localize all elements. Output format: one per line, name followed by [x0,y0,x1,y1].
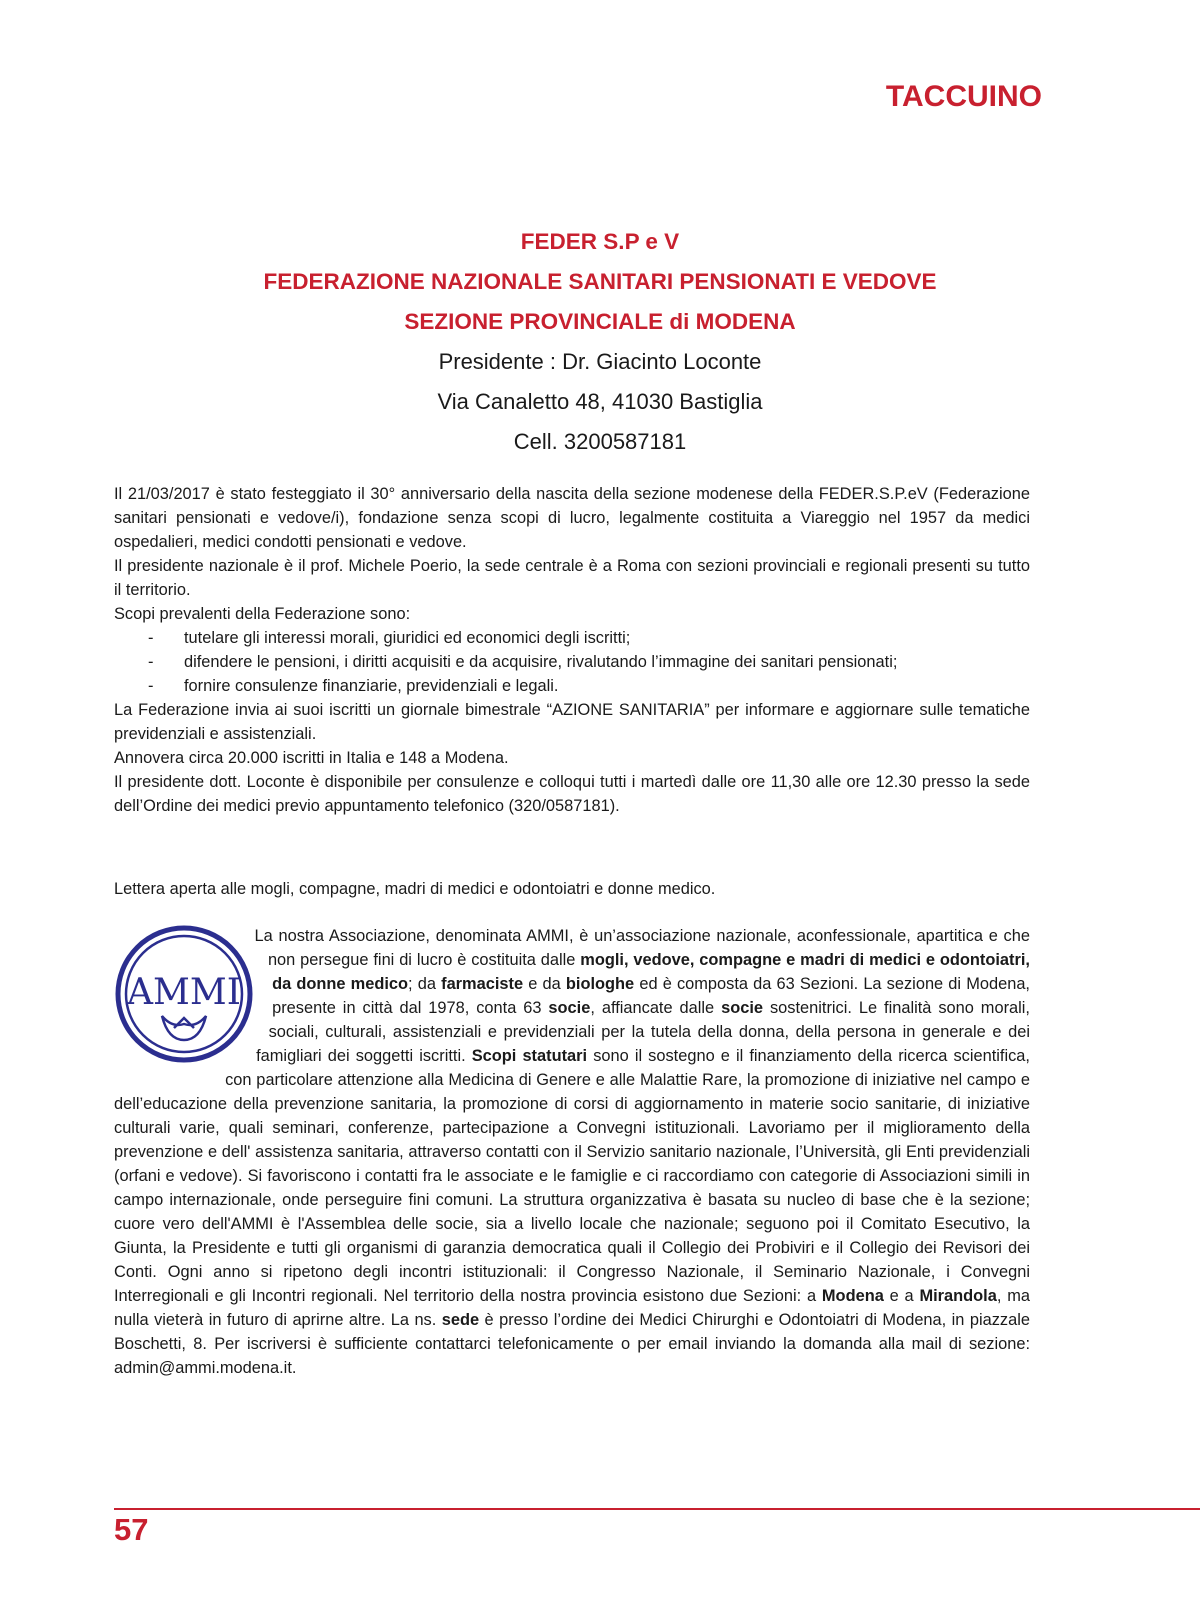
org-acronym: FEDER S.P e V [520,229,680,254]
ammi-text: , affiancate dalle [590,999,722,1017]
feder-paragraph: Scopi prevalenti della Federazione sono: [114,605,411,623]
list-item-text: difendere le pensioni, i diritti acquisiti e da acquisire, rivalutando l’immagine dei sanitari pensionati; [184,653,898,671]
ammi-logo-text: AMMI [127,972,241,1013]
ammi-text: , ma nulla vieterà in futuro di aprirne altre. La ns. [114,1287,1030,1329]
ammi-bold: Mirandola [919,1287,997,1305]
dash-bullet: - [148,653,154,671]
feder-paragraph: Annovera circa 20.000 iscritti in Italia e 148 a Modena. [114,749,509,767]
list-item [114,674,1030,698]
footer-rule [114,1508,1200,1510]
list-item-text: tutelare gli interessi morali, giuridici ed economici degli iscritti; [184,629,631,647]
ammi-text: sostenitrici. Le finalità sono morali, sociali, culturali, assistenziali e previdenziali per la tutela della donna, della persona in generale e dei famigliari dei soggetti iscritti. [256,999,1030,1065]
ammi-text: sono il sostegno e il finanziamento della ricerca scientifica, con particolare attenzione alla Medicina di Genere e alle Malattie Rare, la promozione di iniziative nel campo e dell’educazione della prevenzione sanitaria, la promozione di corsi di aggiornamento in materie socio sanitarie, di iniziative culturali varie, quali seminari, conferenze, partecipazione a Convegni istituzionali. Lavoriamo per il miglioramento della prevenzione e dell' assistenza sanitaria, attraverso contatti con il Servizio sanitario nazionale, l’Università, gli Enti previdenziali (orfani e vedove). Si favoriscono i contatti fra le associate e le famiglie e ci raccordiamo con categorie di Associazioni simili in campo internazionale, onde perseguire fini comuni. La struttura organizzativa è basata su nucleo di base che è la sezione; cuore vero dell'AMMI è l'Assemblea delle socie, sia a livello locale che nazionale; seguono poi il Comitato Esecutivo, la Giunta, la Presidente e tutti gli organismi di garanzia democratica quali il Collegio dei Probiviri e il Collegio dei Revisori dei Conti. Ogni anno si ripetono degli incontri istituzionali: il Congresso Nazionale, il Seminario Nazionale, i Convegni Interregionali e gli Incontri regionali. Nel territorio della nostra provincia esistono due Sezioni: a [114,1047,1030,1305]
ammi-bold: mogli, vedove, compagne e madri di medici e odontoiatri, da donne medico [272,951,1030,993]
feder-header [0,222,1200,462]
feder-paragraph: La Federazione invia ai suoi iscritti un giornale bimestrale “AZIONE SANITARIA” per informare e aggiornare sulle tematiche previdenziali e assistenziali. [114,701,1030,743]
phone: Cell. 3200587181 [513,429,687,454]
ammi-section [114,924,1030,1380]
dash-bullet: - [148,677,154,695]
ammi-text: La nostra Associazione, denominata AMMI, è un’associazione nazionale, aconfessionale, apartitica e che non persegue fini di lucro è costituita dalle [254,927,1030,969]
org-section: SEZIONE PROVINCIALE di MODENA [404,309,796,334]
section-tag: TACCUINO [885,80,1042,113]
ammi-text: e a [883,1287,920,1305]
ammi-bold: Modena [821,1287,884,1305]
feder-paragraph: Il presidente dott. Loconte è disponibile per consulenze e colloqui tutti i martedì dalle ore 11,30 alle ore 12.30 presso la sede dell’Ordine dei medici previo appuntamento telefonico (320/0587181). [114,773,1030,815]
aims-list [114,626,1030,698]
ammi-text: ; da [408,975,442,993]
ammi-bold: socie [721,999,764,1017]
ammi-text: è presso l’ordine dei Medici Chirurghi e Odontoiatri di Modena, in piazzale Boschetti, 8. Per iscriversi è sufficiente contattarci telefonicamente o per email inviando la domanda alla mail di sezione: admin@ammi.modena.it. [114,1311,1030,1377]
ammi-bold: sede [441,1311,480,1329]
ammi-logo-icon [114,924,254,1064]
ammi-logo [114,924,254,1064]
dash-bullet: - [148,629,154,647]
feder-paragraph: Il presidente nazionale è il prof. Michele Poerio, la sede centrale è a Roma con sezioni provinciali e regionali presenti su tutto il territorio. [114,557,1030,599]
ammi-text: e da [523,975,566,993]
list-item [114,650,1030,674]
president: Presidente : Dr. Giacinto Loconte [438,349,762,374]
feder-paragraph: Il 21/03/2017 è stato festeggiato il 30° anniversario della nascita della sezione modenese della FEDER.S.P.eV (Federazione sanitari pensionati e vedove/i), fondazione senza scopi di lucro, legalmente costituita a Viareggio nel 1957 da medici ospedalieri, medici condotti pensionati e vedove. [114,485,1030,551]
org-full-name: FEDERAZIONE NAZIONALE SANITARI PENSIONATI E VEDOVE [263,269,937,294]
list-item [114,626,1030,650]
list-item-text: fornire consulenze finanziarie, previdenziali e legali. [184,677,559,695]
ammi-bold: biologhe [565,975,635,993]
address: Via Canaletto 48, 41030 Bastiglia [437,389,763,414]
ammi-bold: Scopi statutari [471,1047,588,1065]
page-number: 57 [114,1512,149,1547]
letter-title: Lettera aperta alle mogli, compagne, madri di medici e odontoiatri e donne medico. [114,880,716,898]
ammi-bold: socie [548,999,591,1017]
ammi-text: ed è composta da 63 Sezioni. La sezione di Modena, presente in città dal 1978, conta 63 [272,975,1030,1017]
feder-body [114,482,1030,818]
ammi-bold: farmaciste [441,975,524,993]
